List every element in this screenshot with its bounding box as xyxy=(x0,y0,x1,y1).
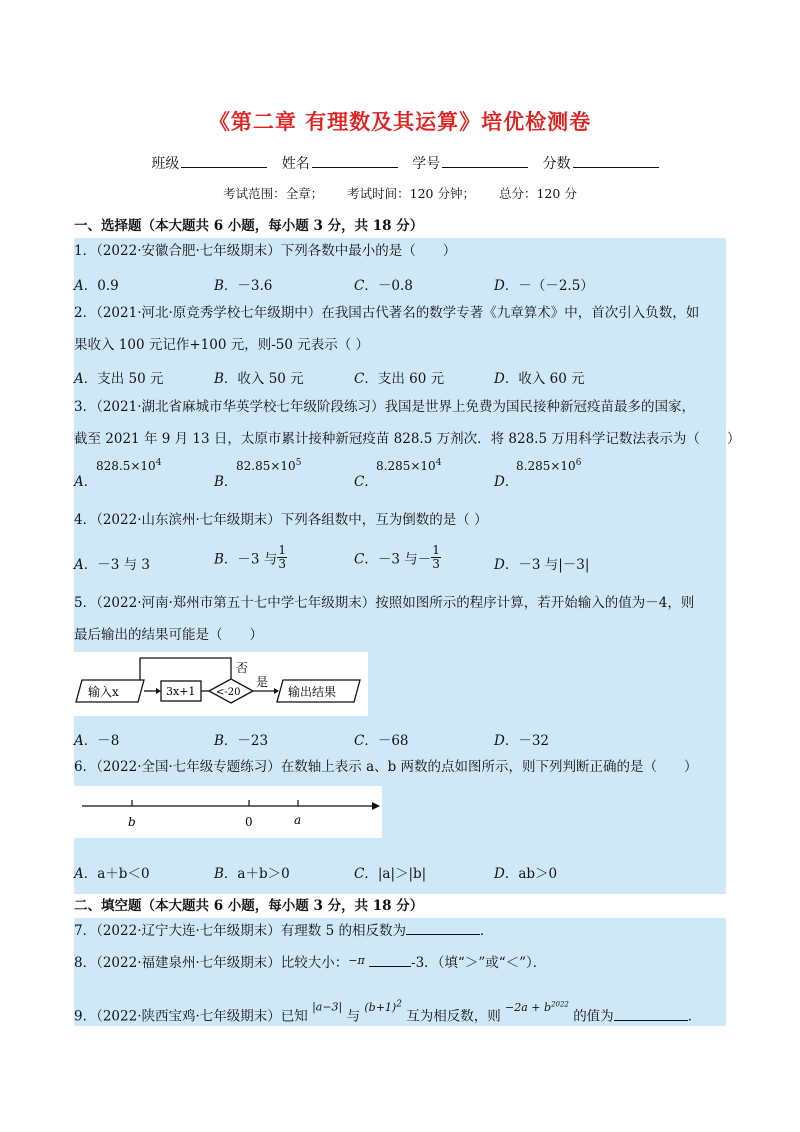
q5-option-b[interactable]: B．－23 xyxy=(214,733,269,749)
q3-option-a[interactable]: A． xyxy=(74,474,98,490)
q3-option-b[interactable]: B． xyxy=(214,474,238,490)
q9-expr1: |a−3| xyxy=(312,1000,343,1014)
axis-label-b: b xyxy=(128,815,136,829)
class-blank[interactable] xyxy=(181,154,267,168)
q2-text-line1b: 2．（2021·河北·原竞秀学校七年级期中）在我国古代著名的数学专著《九章算术》中，首次引入负数，如 xyxy=(74,305,700,321)
class-label: 班级 xyxy=(151,156,180,172)
q2-text-line2: 果收入 100 元记作+100 元，则-50 元表示（ ） xyxy=(74,337,370,353)
student-info-line xyxy=(0,153,800,173)
section2-heading: 二、填空题（本大题共 6 小题，每小题 3 分，共 18 分） xyxy=(74,898,424,914)
q5-option-a[interactable]: A．－8 xyxy=(74,733,120,749)
q4-fraction-b: $\frac{1}{3}$ xyxy=(278,543,286,571)
q5-text-line1: 5．（2022·河南·郑州市第五十七中学七年级期末）按照如图所示的程序计算，若开始输入的值为－4，则 xyxy=(74,595,695,611)
total-score: 总分：120 分 xyxy=(498,186,577,201)
page-title: 《第二章 有理数及其运算》培优检测卷 xyxy=(208,109,592,134)
q5-text-line2: 最后输出的结果可能是（ ） xyxy=(74,627,263,643)
flow-yes-label: 是 xyxy=(256,675,269,689)
q6-option-b[interactable]: B．a＋b＞0 xyxy=(214,866,290,882)
q1-option-c[interactable]: C．－0.8 xyxy=(354,278,413,294)
q6-option-c[interactable]: C．|a|＞|b| xyxy=(354,866,427,882)
q7-text: 7．（2022·辽宁大连·七年级期末）有理数 5 的相反数为 ． xyxy=(74,923,494,939)
q4-option-c[interactable]: C．－3 与－ $\frac{1}{3}$ xyxy=(354,543,440,571)
q8-text: 8．（2022·福建泉州·七年级期末）比较大小：$^{-\pi}$ -3．（填“＞”或“＜”）． xyxy=(74,954,547,971)
q3-text-line1: 3．（2021·湖北省麻城市华英学校七年级阶段练习）我国是世界上免费为国民接种新冠疫苗最多的国家， xyxy=(74,399,695,415)
q1-option-b[interactable]: B．－3.6 xyxy=(214,278,273,294)
q4-option-b[interactable]: B．－3 与 $\frac{1}{3}$ xyxy=(214,543,286,571)
q5-flowchart-svg xyxy=(74,652,368,716)
flow-condition-label: <-20 xyxy=(216,687,241,698)
q5-option-c[interactable]: C．－68 xyxy=(354,733,409,749)
flow-no-label: 否 xyxy=(236,661,249,675)
q1-text: 1．（2022·安徽合肥·七年级期末）下列各数中最小的是（ ） xyxy=(74,243,457,259)
axis-label-zero: 0 xyxy=(245,815,253,829)
q9-expr2: (b+1)2 xyxy=(364,999,402,1014)
q6-option-a[interactable]: A．a＋b＜0 xyxy=(74,866,150,882)
axis-label-a: a xyxy=(294,813,302,827)
exam-range: 考试范围：全章； xyxy=(223,186,324,201)
student-id-label: 学号 xyxy=(412,156,441,172)
q2-option-b[interactable]: B．收入 50 元 xyxy=(214,371,304,387)
q3-text-line2: 截至 2021 年 9 月 13 日，太原市累计接种新冠疫苗 828.5 万剂次．将 828.5 万用科学记数法表示为（ ） xyxy=(74,431,741,447)
q3-option-d[interactable]: D． xyxy=(494,474,519,490)
q4-option-d[interactable]: D．－3 与|－3| xyxy=(494,557,590,573)
q6-option-d[interactable]: D．ab＞0 xyxy=(494,866,558,882)
q1-option-d[interactable]: D．－（－2.5） xyxy=(494,278,594,294)
q9-expr3: −2a + b2022 xyxy=(505,1000,569,1014)
q3-option-c-value: $8.285\times 10^4$ xyxy=(376,458,442,473)
q3-option-d-value: $8.285\times 10^6$ xyxy=(516,458,582,473)
q6-number-line xyxy=(74,786,382,838)
score-blank[interactable] xyxy=(573,154,659,168)
q7-answer-blank[interactable] xyxy=(406,923,480,935)
q2-option-d[interactable]: D．收入 60 元 xyxy=(494,371,585,387)
q1-option-a[interactable]: A．0.9 xyxy=(74,278,119,294)
q4-text: 4．（2022·山东滨州·七年级期末）下列各组数中，互为倒数的是（ ） xyxy=(74,512,488,528)
q3-option-b-value: $82.85\times 10^5$ xyxy=(236,458,302,473)
name-blank[interactable] xyxy=(312,154,398,168)
q6-number-line-svg xyxy=(74,786,382,838)
q2-option-a[interactable]: A．支出 50 元 xyxy=(74,371,164,387)
q6-text: 6．（2022·全国·七年级专题练习）在数轴上表示 a、b 两数的点如图所示，则下列判断正确的是（ ） xyxy=(74,759,698,775)
q3-option-a-value: $828.5\times 10^4$ xyxy=(96,458,162,473)
q5-option-d[interactable]: D．－32 xyxy=(494,733,550,749)
q8-answer-blank[interactable] xyxy=(369,955,411,967)
exam-scope-line xyxy=(0,184,800,202)
score-label: 分数 xyxy=(542,156,571,172)
flow-operation-label: 3x+1 xyxy=(166,685,196,698)
q9-answer-blank[interactable] xyxy=(614,1009,688,1021)
q8-pi: −π xyxy=(348,954,365,967)
section1-heading: 一、选择题（本大题共 6 小题，每小题 3 分，共 18 分） xyxy=(74,218,424,234)
student-id-blank[interactable] xyxy=(442,154,528,168)
exam-time: 考试时间：120 分钟； xyxy=(347,186,475,201)
q3-option-c[interactable]: C． xyxy=(354,474,378,490)
name-label: 姓名 xyxy=(281,156,310,172)
q4-option-a[interactable]: A．－3 与 3 xyxy=(74,557,151,573)
q9-text: 9．（2022·陕西宝鸡·七年级期末）已知 $^{|a-3|}$ 与 $^{(b+1)^2}$ 互为相反数，则 $^{-2a + b^{2022}}$ 的值为 ． xyxy=(74,999,702,1025)
flow-input-label: 输入x xyxy=(88,685,119,699)
q2-option-c[interactable]: C．支出 60 元 xyxy=(354,371,445,387)
flow-output-label: 输出结果 xyxy=(288,685,337,699)
q4-fraction-c: $\frac{1}{3}$ xyxy=(432,543,440,571)
q5-flowchart xyxy=(74,652,368,716)
